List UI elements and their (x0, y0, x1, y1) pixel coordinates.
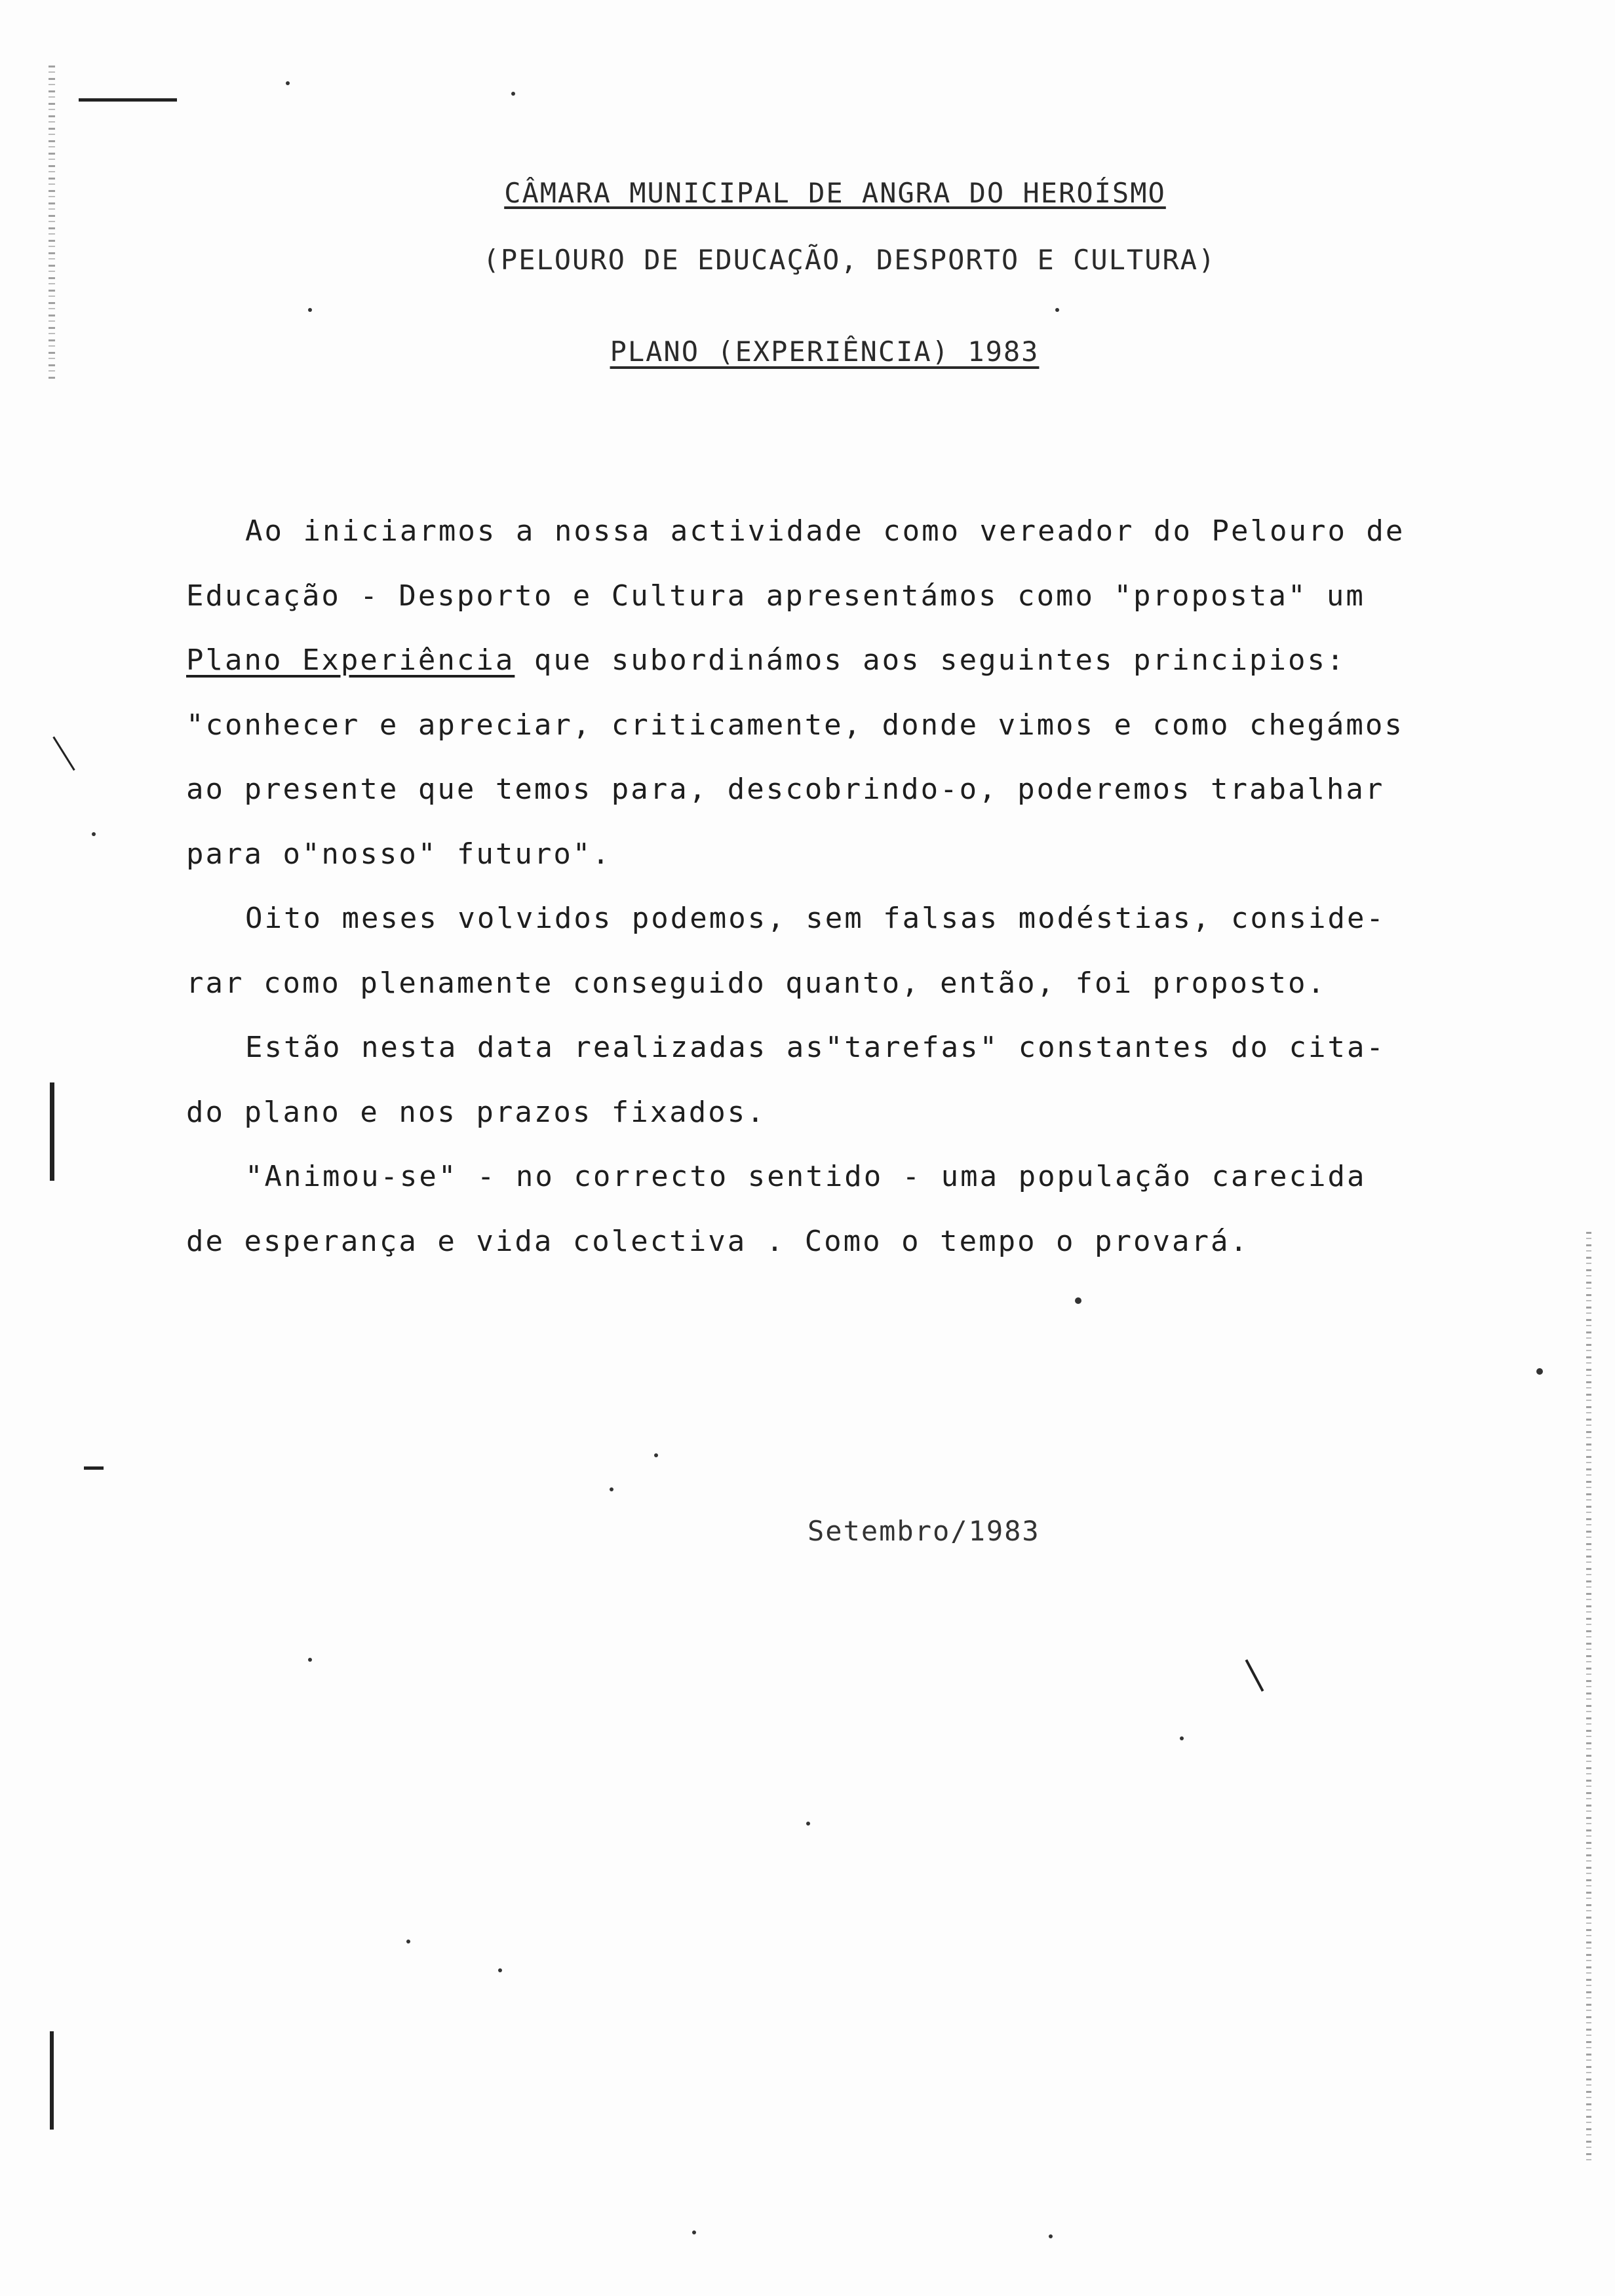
left-margin-bar-1 (50, 1082, 54, 1181)
stray-dot (308, 1658, 312, 1662)
header-municipality: CÂMARA MUNICIPAL DE ANGRA DO HEROÍSMO (504, 177, 1166, 209)
stray-dot (308, 308, 312, 312)
stray-dot (806, 1822, 810, 1826)
stray-dot (1075, 1297, 1081, 1304)
text-line: para o"nosso" futuro". (186, 837, 612, 871)
text-fragment: que subordinámos aos seguintes principios: (515, 643, 1346, 677)
text-line: Estão nesta data realizadas as"tarefas" constantes do cita- (245, 1031, 1386, 1064)
text-line: Educação - Desporto e Cultura apresentámos como "proposta" um (186, 579, 1365, 613)
stray-dot (92, 832, 96, 836)
stray-dot (692, 2230, 696, 2234)
stray-slash (1245, 1659, 1264, 1692)
text-line: "Animou-se" - no correcto sentido - uma população carecida (245, 1160, 1367, 1193)
text-line: ao presente que temos para, descobrindo-o, poderemos trabalhar (186, 773, 1385, 806)
right-edge-scan-noise (1586, 1232, 1591, 2162)
stray-slash-left (52, 737, 75, 771)
plan-name-underlined: Plano Experiência (186, 643, 515, 677)
text-line: do plano e nos prazos fixados. (186, 1095, 766, 1129)
stray-dot (406, 1940, 410, 1943)
corner-mark (79, 98, 177, 102)
stray-dot (498, 1968, 502, 1972)
stray-dot (286, 81, 290, 85)
stray-dot (654, 1453, 658, 1457)
stray-dot (1180, 1736, 1184, 1740)
text-line: Oito meses volvidos podemos, sem falsas modéstias, conside- (245, 902, 1386, 935)
text-line: rar como plenamente conseguido quanto, então, foi proposto. (186, 966, 1327, 1000)
document-date: Setembro/1983 (808, 1515, 1040, 1547)
body-text (186, 499, 1497, 1274)
header-department: (PELOURO DE EDUCAÇÃO, DESPORTO E CULTURA) (482, 244, 1216, 276)
stray-dot (1055, 308, 1059, 312)
left-margin-bar-2 (50, 2031, 54, 2130)
stray-dot (1049, 2234, 1053, 2238)
header-plan-title: PLANO (EXPERIÊNCIA) 1983 (610, 335, 1040, 368)
text-line (186, 628, 1497, 693)
text-line: de esperança e vida colectiva . Como o tempo o provará. (186, 1224, 1249, 1258)
stray-dot (511, 92, 515, 96)
stray-dot (1536, 1368, 1543, 1375)
text-line: Ao iniciarmos a nossa actividade como vereador do Pelouro de (245, 514, 1405, 548)
left-dash-mark (84, 1466, 104, 1470)
stray-dot (610, 1487, 613, 1491)
left-edge-scan-noise (49, 66, 55, 380)
text-line: "conhecer e apreciar, criticamente, donde vimos e como chegámos (186, 708, 1404, 742)
